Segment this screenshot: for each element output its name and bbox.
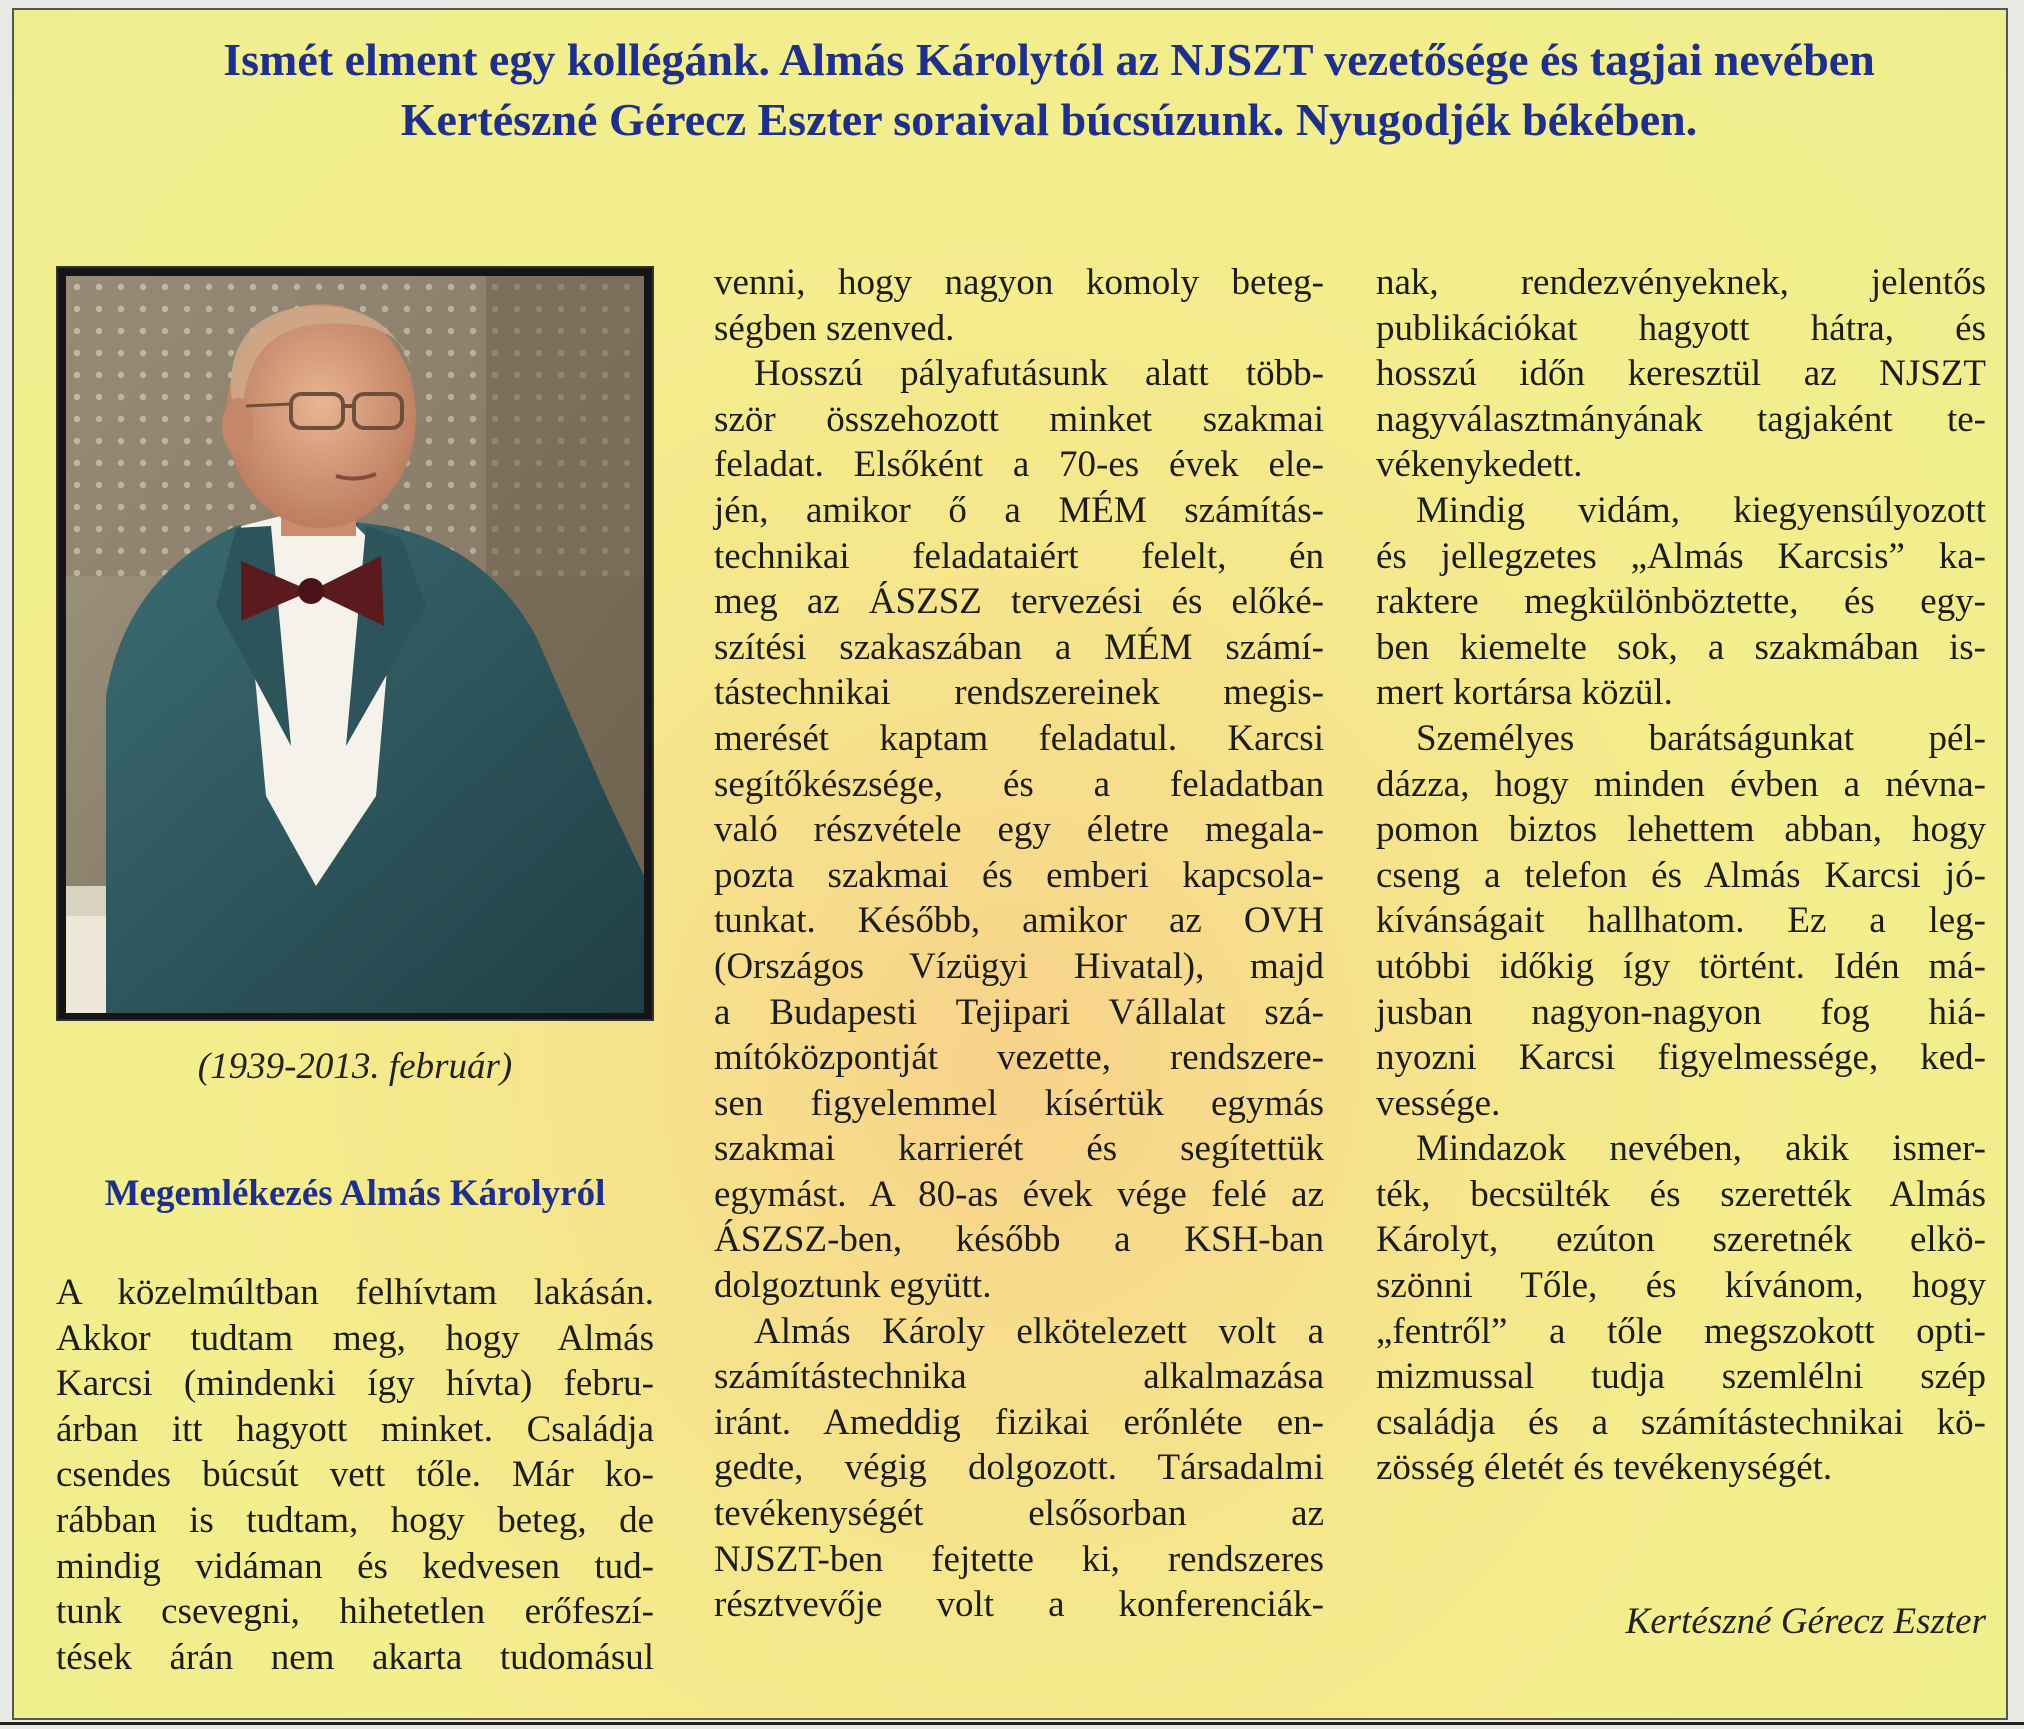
text-line: Almás Károly elkötelezett volt a bbox=[754, 1310, 1324, 1352]
text-line: utóbbi időkig így történt. Idén má- bbox=[1376, 945, 1986, 987]
text-line: rábban is tudtam, hogy beteg, de bbox=[56, 1499, 654, 1541]
text-line: való részvétele egy életre megala- bbox=[714, 809, 1324, 851]
text-line: nyozni Karcsi figyelmessége, ked- bbox=[1376, 1037, 1986, 1079]
text-line: jén, amikor ő a MÉM számítás- bbox=[714, 489, 1324, 531]
text-line: zösség életét és tevékenységét. bbox=[1376, 1447, 1833, 1489]
text-line: szítési szakaszában a MÉM számí- bbox=[714, 626, 1324, 668]
text-line: árban itt hagyott minket. Családja bbox=[56, 1408, 654, 1450]
column-2 bbox=[714, 260, 1324, 1628]
text-line: hosszú időn keresztül az NJSZT bbox=[1376, 353, 1986, 395]
paragraph bbox=[56, 1270, 654, 1680]
text-line: ben kiemelte sok, a szakmában is- bbox=[1376, 626, 1986, 668]
text-line: Hosszú pályafutásunk alatt több- bbox=[754, 353, 1324, 395]
text-line: csendes búcsút vett tőle. Már ko- bbox=[56, 1454, 654, 1496]
text-line: technikai feladataiért felelt, én bbox=[714, 535, 1324, 577]
text-line: gedte, végig dolgozott. Társadalmi bbox=[714, 1447, 1324, 1489]
text-line: családja és a számítástechnikai kö- bbox=[1376, 1401, 1986, 1443]
text-line: merését kaptam feladatul. Karcsi bbox=[714, 717, 1324, 759]
portrait-image bbox=[66, 276, 644, 1013]
text-line: venni, hogy nagyon komoly beteg- bbox=[714, 262, 1324, 303]
text-line: mert kortársa közül. bbox=[1376, 672, 1673, 714]
text-line: sen figyelemmel kísértük egymás bbox=[714, 1082, 1324, 1124]
photo-caption: (1939-2013. február) bbox=[197, 1046, 513, 1087]
paragraph bbox=[1376, 1126, 1986, 1491]
paragraph bbox=[1376, 260, 1986, 488]
text-line: ször összehozott minket szakmai bbox=[714, 398, 1324, 440]
text-line: szakmai karrierét és segítettük bbox=[714, 1128, 1324, 1170]
text-line: pomon biztos lehettem abban, hogy bbox=[1376, 809, 1986, 851]
text-line: tevékenységét elsősorban az bbox=[714, 1493, 1324, 1535]
article-subheading: Megemlékezés Almás Károlyról bbox=[104, 1173, 606, 1214]
text-line: résztvevője volt a konferenciák- bbox=[714, 1584, 1324, 1626]
text-line: publikációkat hagyott hátra, és bbox=[1376, 307, 1986, 349]
text-line: számítástechnika alkalmazása bbox=[714, 1356, 1324, 1398]
text-line: Személyes barátságunkat pél- bbox=[1416, 717, 1986, 759]
headline: Ismét elment egy kollégánk. Almás Károlytól az NJSZT vezetősége és tagjai nevében Kertészné Gérecz Eszter soraival búcsúzunk. Nyugodjék békében. bbox=[223, 34, 1875, 145]
text-line: raktere megkülönböztette, és egy- bbox=[1376, 581, 1986, 623]
text-line: cseng a telefon és Almás Karcsi jó- bbox=[1376, 854, 1986, 896]
text-line: tástechnikai rendszereinek megis- bbox=[714, 672, 1324, 714]
text-line: tések árán nem akarta tudomásul bbox=[56, 1636, 654, 1678]
text-line: (Országos Vízügyi Hivatal), majd bbox=[714, 945, 1324, 987]
text-line: mítóközpontját vezette, rendszere- bbox=[714, 1037, 1324, 1079]
column-1 bbox=[56, 1270, 654, 1680]
text-line: Karcsi (mindenki így hívta) febru- bbox=[56, 1363, 654, 1405]
text-line: A közelmúltban felhívtam lakásán. bbox=[56, 1272, 654, 1313]
text-line: „fentről” a tőle megszokott opti- bbox=[1376, 1310, 1986, 1352]
text-line: vékenykedett. bbox=[1376, 444, 1583, 486]
text-line: tunk csevegni, hihetetlen erőfeszí- bbox=[56, 1591, 654, 1633]
bottom-rule bbox=[0, 1722, 2024, 1725]
paragraph bbox=[714, 351, 1324, 1308]
text-line: szönni Tőle, és kívánom, hogy bbox=[1376, 1265, 1986, 1307]
text-line: nagyválasztmányának tagjaként te- bbox=[1376, 398, 1986, 440]
article-page bbox=[12, 8, 2008, 1720]
text-line: dolgoztunk együtt. bbox=[714, 1265, 992, 1307]
text-line: nak, rendezvényeknek, jelentős bbox=[1376, 262, 1986, 303]
text-line: a Budapesti Tejipari Vállalat szá- bbox=[714, 991, 1324, 1033]
text-line: ségben szenved. bbox=[714, 307, 955, 349]
text-line: mindig vidáman és kedvesen tud- bbox=[56, 1545, 654, 1587]
text-line: egymást. A 80-as évek vége felé az bbox=[714, 1173, 1324, 1215]
text-line: segítőkészsége, és a feladatban bbox=[714, 763, 1324, 805]
paragraph bbox=[1376, 716, 1986, 1126]
paragraph bbox=[714, 260, 1324, 351]
text-line: jusban nagyon-nagyon fog hiá- bbox=[1376, 991, 1986, 1033]
text-line: tunkat. Később, amikor az OVH bbox=[714, 900, 1324, 942]
author-signature: Kertészné Gérecz Eszter bbox=[1625, 1601, 1986, 1642]
text-line: kívánságait hallhatom. Ez a leg- bbox=[1376, 900, 1986, 942]
text-line: ték, becsülték és szerették Almás bbox=[1376, 1173, 1986, 1215]
text-line: meg az ÁSZSZ tervezési és előké- bbox=[714, 581, 1324, 623]
text-line: NJSZT-ben fejtette ki, rendszeres bbox=[714, 1538, 1324, 1580]
column-3 bbox=[1376, 260, 1986, 1491]
text-line: feladat. Elsőként a 70-es évek ele- bbox=[714, 444, 1324, 486]
text-line: és jellegzetes „Almás Karcsis” ka- bbox=[1376, 535, 1986, 577]
paragraph bbox=[1376, 488, 1986, 716]
text-line: Mindazok nevében, akik ismer- bbox=[1416, 1128, 1986, 1170]
text-line: iránt. Ameddig fizikai erőnléte en- bbox=[714, 1401, 1324, 1443]
portrait-photo bbox=[56, 266, 654, 1021]
text-line: pozta szakmai és emberi kapcsola- bbox=[714, 854, 1324, 896]
text-line: ÁSZSZ-ben, később a KSH-ban bbox=[714, 1219, 1324, 1261]
text-line: Akkor tudtam meg, hogy Almás bbox=[56, 1317, 654, 1359]
paragraph bbox=[714, 1309, 1324, 1628]
text-line: vessége. bbox=[1376, 1082, 1501, 1124]
text-line: Mindig vidám, kiegyensúlyozott bbox=[1416, 489, 1986, 531]
text-line: Károlyt, ezúton szeretnék elkö- bbox=[1376, 1219, 1986, 1261]
text-line: dázza, hogy minden évben a névna- bbox=[1376, 763, 1986, 805]
text-line: mizmussal tudja szemlélni szép bbox=[1376, 1356, 1986, 1398]
